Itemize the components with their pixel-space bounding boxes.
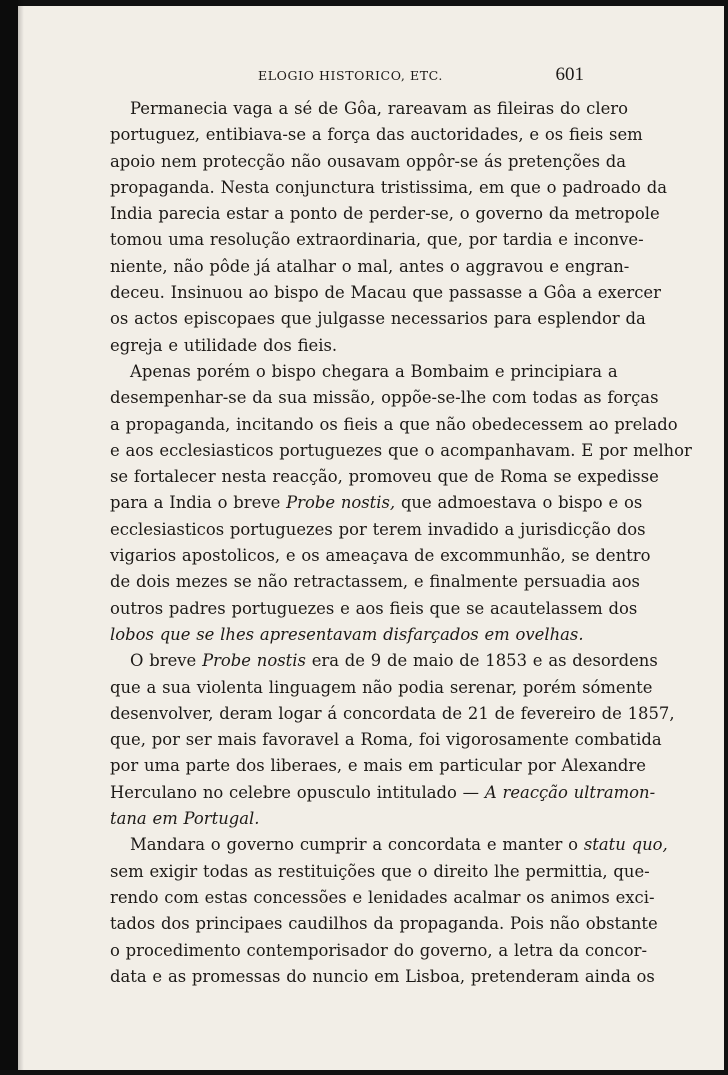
text-line: de dois mezes se não retractassem, e finalmente persuadia aos xyxy=(110,572,640,592)
scan-border-top xyxy=(0,0,728,6)
text-line xyxy=(110,490,643,516)
text-line: se fortalecer nesta reacção, promoveu que de Roma se expedisse xyxy=(110,467,659,487)
text-line: tados dos principaes caudilhos da propaganda. Pois não obstante xyxy=(110,914,658,934)
text-line: Apenas porém o bispo chegara a Bombaim e principiara a xyxy=(130,361,618,381)
text-line: Permanecia vaga a sé de Gôa, rareavam as fileiras do clero xyxy=(130,99,628,118)
scan-border-bottom xyxy=(0,1070,728,1075)
text-line: a propaganda, incitando os fieis a que não obedecessem ao prelado xyxy=(110,414,678,434)
page-number: 601 xyxy=(555,64,584,85)
text-line xyxy=(110,832,668,858)
text-line: rendo com estas concessões e lenidades acalmar os animos exci- xyxy=(110,887,655,907)
text-line: desenvolver, deram logar á concordata de 21 de fevereiro de 1857, xyxy=(110,703,675,723)
text-run: Herculano no celebre opusculo intitulado — xyxy=(110,782,480,802)
italic-quote: lobos que se lhes apresentavam disfarçados em ovelhas. xyxy=(110,624,584,644)
text-line: data e as promessas do nuncio em Lisboa, pretenderam ainda os xyxy=(110,966,655,986)
text-line xyxy=(110,622,586,648)
text-line: que a sua violenta linguagem não podia serenar, porém sómente xyxy=(110,677,653,697)
text-line: India parecia estar a ponto de perder-se, o governo da metropole xyxy=(110,204,660,224)
text-line: propaganda. Nesta conjunctura tristissima, em que o padroado da xyxy=(110,177,667,197)
paragraph-4 xyxy=(110,832,668,990)
italic-title: Probe nostis xyxy=(202,651,306,671)
text-line: os actos episcopaes que julgasse necessarios para esplendor da xyxy=(110,309,646,329)
text-line: tomou uma resolução extraordinaria, que, por tardia e inconve- xyxy=(110,230,644,250)
text-line: deceu. Insinuou ao bispo de Macau que passasse a Gôa a exercer xyxy=(110,283,661,303)
text-line: por uma parte dos liberaes, e mais em particular por Alexandre xyxy=(110,756,646,776)
text-line: portuguez, entibiava-se a força das auctoridades, e os fieis sem xyxy=(110,125,643,145)
scan-border-left xyxy=(0,0,18,1075)
text-line xyxy=(110,780,656,806)
italic-title: A reacção ultramon- xyxy=(484,782,656,802)
text-line: vigarios apostolicos, e os ameaçava de excommunhão, se dentro xyxy=(110,546,651,566)
running-title: ELOGIO HISTORICO, ETC. xyxy=(258,68,443,83)
paragraph-2 xyxy=(110,359,692,648)
text-line: que, por ser mais favoravel a Roma, foi vigorosamente combatida xyxy=(110,730,662,750)
text-line: ecclesiasticos portuguezes por terem invadido a jurisdicção dos xyxy=(110,519,646,539)
text-line: e aos ecclesiasticos portuguezes que o acompanhavam. E por melhor xyxy=(110,440,692,460)
page-header xyxy=(110,64,586,88)
italic-title: tana em Portugal. xyxy=(110,809,260,829)
page-content xyxy=(110,64,692,990)
text-line: niente, não pôde já atalhar o mal, antes o aggravou e engran- xyxy=(110,256,630,276)
italic-title: Probe nostis, xyxy=(286,493,396,513)
text-line: sem exigir todas as restituições que o direito lhe permittia, que- xyxy=(110,861,650,881)
text-line: egreja e utilidade dos fieis. xyxy=(110,335,338,355)
text-line: desempenhar-se da sua missão, oppõe-se-lhe com todas as forças xyxy=(110,388,659,408)
text-line xyxy=(110,806,586,832)
text-line xyxy=(110,648,658,674)
text-run: para a India o breve xyxy=(110,493,281,513)
paragraph-3 xyxy=(110,648,675,832)
scan-border-right xyxy=(724,0,728,1075)
text-line: o procedimento contemporisador do governo, a letra da concor- xyxy=(110,940,648,960)
text-run: O breve xyxy=(130,651,197,671)
text-line: outros padres portuguezes e aos fieis que se acautelassem dos xyxy=(110,598,638,618)
text-run: Mandara o governo cumprir a concordata e manter o xyxy=(130,835,579,855)
italic-term: statu quo, xyxy=(583,835,668,855)
text-run: era de 9 de maio de 1853 e as desordens xyxy=(311,651,658,671)
paragraph-1 xyxy=(110,96,667,359)
text-line: apoio nem protecção não ousavam oppôr-se ás pretenções da xyxy=(110,151,627,171)
text-run: que admoestava o bispo e os xyxy=(400,493,643,513)
